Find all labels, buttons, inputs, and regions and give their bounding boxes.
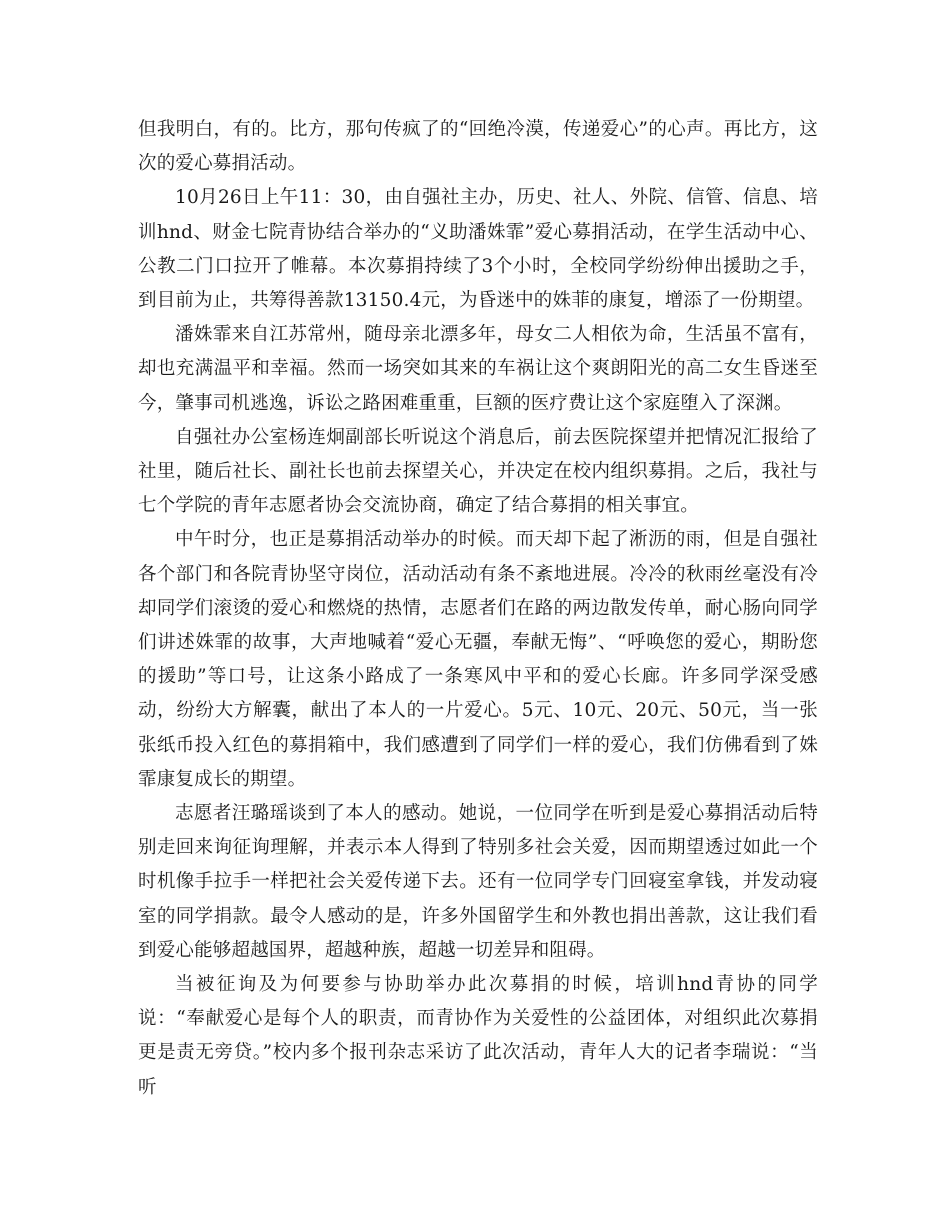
paragraph-volunteer-story: 志愿者汪璐瑶谈到了本人的感动。她说，一位同学在听到是爱心募捐活动后特别走回来询征询理解，并表示本人得到了特别多社会关爱，因而期望透过如此一个时机像手拉手一样把社会关爱传递下去。还有一位同学专门回寝室拿钱，并发动寝室的同学捐款。最令人感动的是，许多外国留学生和外教也捐出善款，这让我们看到爱心能够超越国界，超越种族，超越一切差异和阻碍。 xyxy=(138,803,818,961)
document-body xyxy=(138,113,818,1105)
paragraph-intro: 但我明白，有的。比方，那句传疯了的“回绝冷漠，传递爱心”的心声。再比方，这次的爱心募捐活动。 xyxy=(138,119,818,175)
paragraph-event-scene: 中午时分，也正是募捐活动举办的时候。而天却下起了淅沥的雨，但是自强社各个部门和各院青协坚守岗位，活动活动有条不紊地进展。冷冷的秋雨丝毫没有冷却同学们滚烫的爱心和燃烧的热情，志愿者们在路的两边散发传单，耐心肠向同学们讲述姝霏的故事，大声地喊着“爱心无疆，奉献无悔”、“呼唤您的爱心，期盼您的援助”等口号，让这条小路成了一条寒风中平和的爱心长廊。许多同学深受感动，纷纷大方解囊，献出了本人的一片爱心。5元、10元、20元、50元，当一张张纸币投入红色的募捐箱中，我们感遭到了同学们一样的爱心，我们仿佛看到了姝霏康复成长的期望。 xyxy=(138,529,818,790)
paragraph-background: 潘姝霏来自江苏常州，随母亲北漂多年，母女二人相依为命，生活虽不富有，却也充满温平和幸福。然而一场突如其来的车祸让这个爽朗阳光的高二女生昏迷至今，肇事司机逃逸，诉讼之路困难重重，巨额的医疗费让这个家庭堕入了深渊。 xyxy=(138,324,818,414)
paragraph-organization: 自强社办公室杨连炯副部长听说这个消息后，前去医院探望并把情况汇报给了社里，随后社长、副社长也前去探望关心，并决定在校内组织募捐。之后，我社与七个学院的青年志愿者协会交流协商，确定了结合募捐的相关事宜。 xyxy=(138,426,818,517)
paragraph-interviews: 当被征询及为何要参与协助举办此次募捐的时候，培训hnd青协的同学说：“奉献爱心是每个人的职责，而青协作为关爱性的公益团体，对组织此次募捐更是责无旁贷。”校内多个报刊杂志采访了此次活动，青年人大的记者李瑞说：“当听 xyxy=(138,974,818,1098)
paragraph-event-overview: 10月26日上午11：30，由自强社主办，历史、社人、外院、信管、信息、培训hnd、财金七院青协结合举办的“义助潘姝霏”爱心募捐活动，在学生活动中心、公教二门口拉开了帷幕。本次募捐持续了3个小时，全校同学纷纷伸出援助之手，到目前为止，共筹得善款13150.4元，为昏迷中的姝菲的康复，增添了一份期望。 xyxy=(138,187,818,312)
